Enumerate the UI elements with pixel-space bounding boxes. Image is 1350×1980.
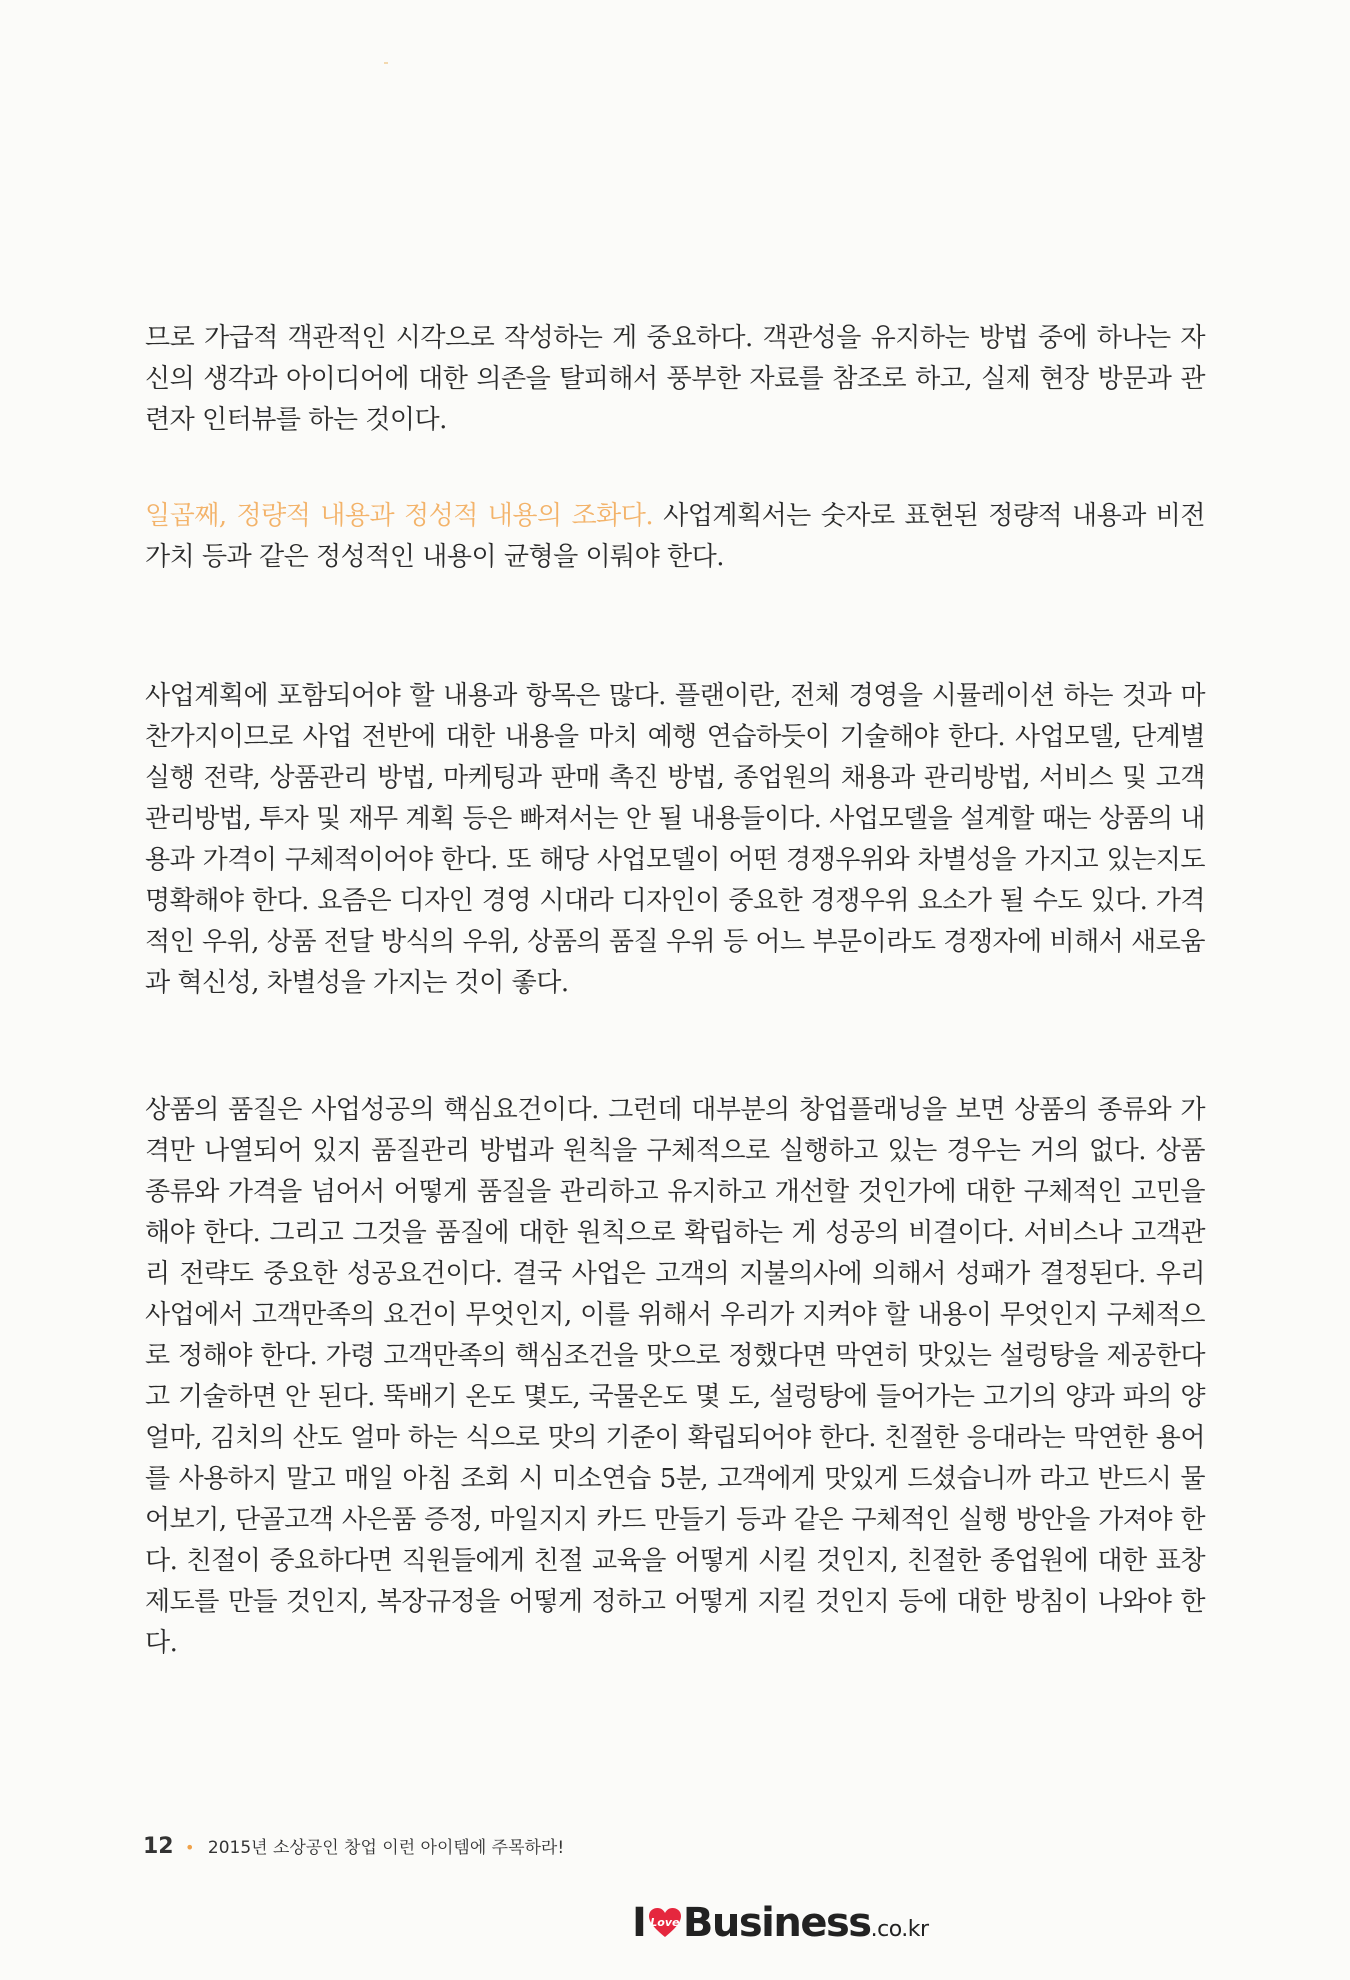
paragraph-objectivity: 므로 가급적 객관적인 시각으로 작성하는 게 중요하다. 객관성을 유지하는 방법 중에 하나는 자신의 생각과 아이디어에 대한 의존을 탈피해서 풍부한 자료를 참조로 하고, 실제 현장 방문과 관련자 인터뷰를 하는 것이다. [145, 323, 1205, 435]
decorative-mark [384, 62, 388, 64]
page-number: 12 [143, 1834, 174, 1859]
seventh-point-body: 사업계획서는 숫자로 표현된 정량적 내용과 비전 가치 등과 같은 정성적인 내용이 균형을 이뤄야 한다. [145, 501, 1205, 572]
paragraph-product-quality: 상품의 품질은 사업성공의 핵심요건이다. 그런데 대부분의 창업플래닝을 보면 상품의 종류와 가격만 나열되어 있지 품질관리 방법과 원칙을 구체적으로 실행하고 있는 경우는 거의 없다. 상품종류와 가격을 넘어서 어떻게 품질을 관리하고 유지하고 개선할 것인가에 대한 구체적인 고민을 해야 한다. 그리고 그것을 품질에 대한 원칙으로 확립하는 게 성공의 비결이다. 서비스나 고객관리 전략도 중요한 성공요건이다. 결국 사업은 고객의 지불의사에 의해서 성패가 결정된다. 우리 사업에서 고객만족의 요건이 무엇인지, 이를 위해서 우리가 지켜야 할 내용이 무엇인지 구체적으로 정해야 한다. 가령 고객만족의 핵심조건을 맛으로 정했다면 막연히 맛있는 설렁탕을 제공한다고 기술하면 안 된다. 뚝배기 온도 몇도, 국물온도 몇 도, 설렁탕에 들어가는 고기의 양과 파의 양 얼마, 김치의 산도 얼마 하는 식으로 맛의 기준이 확립되어야 한다. 친절한 응대라는 막연한 용어를 사용하지 말고 매일 아침 조회 시 미소연습 5분, 고객에게 맛있게 드셨습니까 라고 반드시 물어보기, 단골고객 사은품 증정, 마일지지 카드 만들기 등과 같은 구체적인 실행 방안을 가져야 한다. 친절이 중요하다면 직원들에게 친절 교육을 어떻게 시킬 것인지, 친절한 종업원에 대한 표창제도를 만들 것인지, 복장규정을 어떻게 정하고 어떻게 지킬 것인지 등에 대한 방침이 나와야 한다. [145, 1095, 1205, 1658]
logo-letter-i: I [632, 1900, 647, 1946]
footer-bullet: • [185, 1838, 195, 1857]
logo-heart-text: Love [650, 1916, 680, 1929]
page-footer [143, 1833, 564, 1859]
seventh-point-heading: 일곱째, 정량적 내용과 정성적 내용의 조화다. [145, 501, 654, 531]
heart-icon [648, 1907, 682, 1939]
paragraph-seventh-point [145, 496, 1205, 578]
logo-domain-text: .co.kr [870, 1917, 929, 1942]
paragraph-business-plan-contents: 사업계획에 포함되어야 할 내용과 항목은 많다. 플랜이란, 전체 경영을 시뮬레이션 하는 것과 마찬가지이므로 사업 전반에 대한 내용을 마치 예행 연습하듯이 기술해야 한다. 사업모델, 단계별 실행 전략, 상품관리 방법, 마케팅과 판매 촉진 방법, 종업원의 채용과 관리방법, 서비스 및 고객관리방법, 투자 및 재무 계획 등은 빠져서는 안 될 내용들이다. 사업모델을 설계할 때는 상품의 내용과 가격이 구체적이어야 한다. 또 해당 사업모델이 어떤 경쟁우위와 차별성을 가지고 있는지도 명확해야 한다. 요즘은 디자인 경영 시대라 디자인이 중요한 경쟁우위 요소가 될 수도 있다. 가격적인 우위, 상품 전달 방식의 우위, 상품의 품질 우위 등 어느 부문이라도 경쟁자에 비해서 새로움과 혁신성, 차별성을 가지는 것이 좋다. [145, 681, 1205, 998]
logo-business-text: Business [682, 1900, 871, 1946]
publication-title: 2015년 소상공인 창업 이런 아이템에 주목하라! [207, 1838, 565, 1858]
ilovebusiness-logo [632, 1900, 929, 1946]
